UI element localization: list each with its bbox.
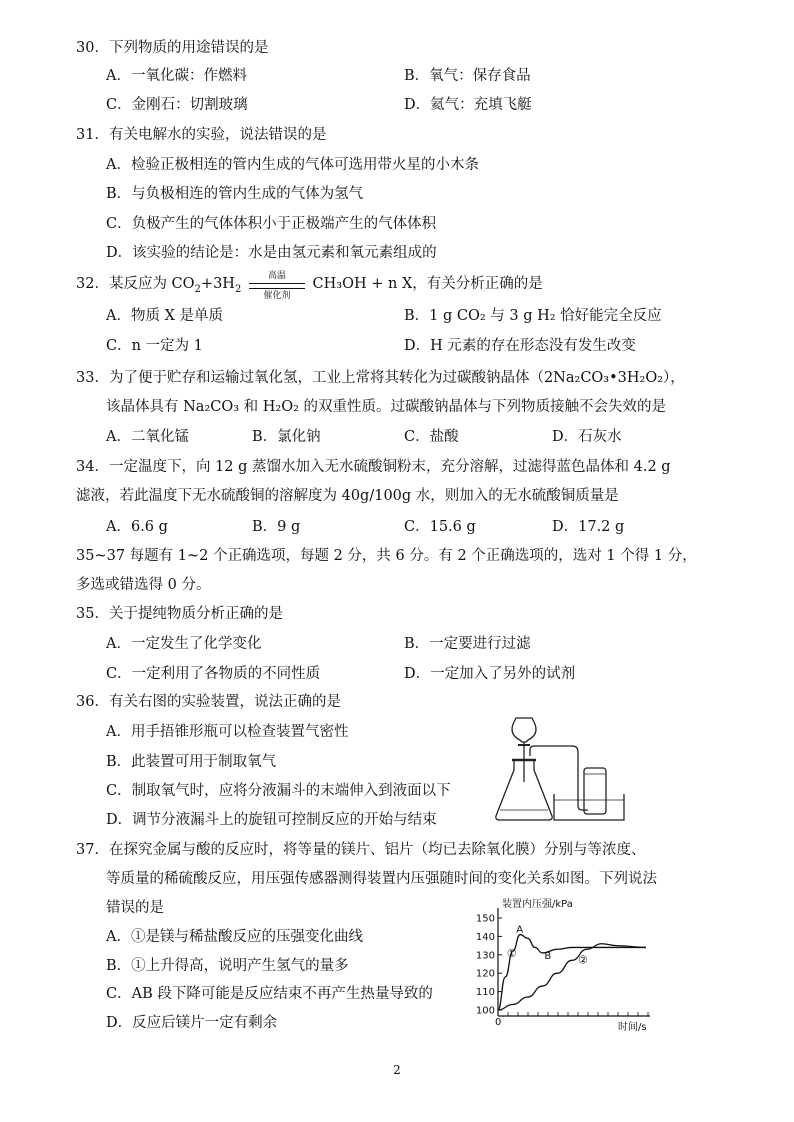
q34-stem-line1: 34．一定温度下，向 12 g 蒸馏水加入无水硫酸铜粉末，充分溶解，过滤得蓝色晶体和 4.2 g bbox=[76, 459, 671, 475]
q31-stem: 31．有关电解水的实验，说法错误的是 bbox=[76, 127, 327, 143]
q33-option-a: A．二氧化锰 bbox=[106, 429, 189, 445]
q31-option-d: D．该实验的结论是：水是由氢元素和氧元素组成的 bbox=[106, 245, 437, 261]
condition-bottom: 催化剂 bbox=[263, 291, 291, 301]
condition-top: 高温 bbox=[267, 271, 286, 281]
q37-option-d: D．反应后镁片一定有剩余 bbox=[106, 1015, 278, 1031]
q30-option-c: C．金刚石：切割玻璃 bbox=[106, 97, 248, 113]
q35-stem: 35．关于提纯物质分析正确的是 bbox=[76, 606, 283, 622]
q31-option-a: A．检验正极相连的管内生成的气体可选用带火星的小木条 bbox=[106, 157, 479, 173]
chart-series bbox=[498, 925, 646, 1010]
y-tick-label: 120 bbox=[475, 968, 495, 980]
y-tick-label: 150 bbox=[475, 913, 495, 925]
q33-option-c: C．盐酸 bbox=[404, 429, 459, 445]
q36-option-a: A．用手捂锥形瓶可以检查装置气密性 bbox=[106, 724, 349, 740]
series-label-2: ② bbox=[578, 953, 588, 967]
q30-stem: 30．下列物质的用途错误的是 bbox=[76, 40, 269, 56]
q33-option-b: B．氯化钠 bbox=[252, 429, 321, 445]
q37-stem-line3: 错误的是 bbox=[106, 900, 164, 916]
y-tick-label: 140 bbox=[475, 931, 495, 943]
q33-stem-line1: 33．为了便于贮存和运输过氧化氢，工业上常将其转化为过碳酸钠晶体（2Na₂CO₃•3H₂O₂）， bbox=[76, 370, 685, 386]
q36-option-b: B．此装置可用于制取氧气 bbox=[106, 754, 277, 770]
q32-stem-post: CH₃OH + n X，有关分析正确的是 bbox=[312, 276, 543, 292]
q37-option-a: A．①是镁与稀盐酸反应的压强变化曲线 bbox=[106, 929, 363, 945]
q35-option-d: D．一定加入了另外的试剂 bbox=[404, 666, 576, 682]
q37-stem-line1: 37．在探究金属与酸的反应时，将等量的镁片、铝片（均已去除氧化膜）分别与等浓度、 bbox=[76, 842, 646, 858]
series-line-2 bbox=[498, 944, 646, 1010]
y-tick-label: 100 bbox=[475, 1005, 495, 1017]
q33-option-d: D．石灰水 bbox=[552, 429, 622, 445]
q35-option-b: B．一定要进行过滤 bbox=[404, 636, 531, 652]
q32-option-a: A．物质 X 是单质 bbox=[106, 308, 224, 324]
q35-option-c: C．一定利用了各物质的不同性质 bbox=[106, 666, 321, 682]
series-label-1: ① bbox=[506, 947, 517, 961]
q37-option-b: B．①上升得高，说明产生氢气的量多 bbox=[106, 958, 349, 974]
q35-option-a: A．一定发生了化学变化 bbox=[106, 636, 262, 652]
y-tick-label: 110 bbox=[475, 987, 495, 999]
q31-option-b: B．与负极相连的管内生成的气体为氢气 bbox=[106, 186, 364, 202]
y-tick-label: 130 bbox=[475, 950, 495, 962]
q36-option-c: C．制取氧气时，应将分液漏斗的末端伸入到液面以下 bbox=[106, 783, 451, 799]
q34-option-d: D．17.2 g bbox=[552, 519, 625, 535]
chart-xlabel: 时间/s bbox=[618, 1022, 647, 1033]
q37-option-c: C．AB 段下降可能是反应结束不再产生热量导致的 bbox=[106, 986, 433, 1002]
q34-option-a: A．6.6 g bbox=[106, 519, 168, 535]
q30-option-b: B．氧气：保存食品 bbox=[404, 68, 531, 84]
q32-stem-mid: +3H bbox=[200, 276, 235, 292]
q32-stem-pre: 32．某反应为 CO bbox=[76, 276, 195, 292]
q32-option-c: C．n 一定为 1 bbox=[106, 338, 203, 354]
q36-stem: 36．有关右图的实验装置，说法正确的是 bbox=[76, 694, 341, 710]
chart-ticks bbox=[476, 914, 648, 1017]
separatory-funnel bbox=[512, 718, 536, 782]
delivery-tube bbox=[530, 746, 588, 810]
page-number: 2 bbox=[393, 1063, 401, 1077]
equals-sign bbox=[249, 283, 305, 289]
q31-option-c: C．负极产生的气体体积小于正极端产生的气体体积 bbox=[106, 216, 437, 232]
q34-option-c: C．15.6 g bbox=[404, 519, 476, 535]
q30-option-d: D．氦气：充填飞艇 bbox=[404, 97, 532, 113]
chart-ylabel: 装置内压强/kPa bbox=[502, 899, 573, 910]
pressure-time-chart bbox=[468, 896, 658, 1034]
q32-option-d: D．H 元素的存在形态没有发生改变 bbox=[404, 338, 636, 354]
q36-option-d: D．调节分液漏斗上的旋钮可控制反应的开始与结束 bbox=[106, 812, 437, 828]
gas-generation-apparatus-figure bbox=[488, 712, 628, 824]
q32-stem: 32．某反应为 $CO_2+3H_2$ 高温 催化剂 CH₃OH + n X，有关分析正确的是 bbox=[76, 271, 543, 301]
q32-option-b: B．1 g CO₂ 与 3 g H₂ 恰好能完全反应 bbox=[404, 308, 662, 324]
chart-origin-label: 0 bbox=[495, 1017, 502, 1028]
q37-stem-line2: 等质量的稀硫酸反应，用压强传感器测得装置内压强随时间的变化关系如图。下列说法 bbox=[106, 871, 657, 887]
water-trough bbox=[554, 794, 624, 820]
reaction-condition-arrow bbox=[249, 271, 305, 301]
q34-stem-line2: 滤液，若此温度下无水硫酸铜的溶解度为 40g/100g 水，则加入的无水硫酸铜质量是 bbox=[76, 488, 619, 504]
q30-option-a: A．一氧化碳：作燃料 bbox=[106, 68, 247, 84]
section-instruction-line2: 多选或错选得 0 分。 bbox=[76, 577, 211, 593]
annotation-B: B bbox=[544, 950, 552, 962]
q33-stem-line2: 该晶体具有 Na₂CO₃ 和 H₂O₂ 的双重性质。过碳酸钠晶体与下列物质接触不会失效的是 bbox=[106, 399, 667, 415]
q34-option-b: B．9 g bbox=[252, 519, 301, 535]
annotation-A: A bbox=[516, 924, 524, 936]
gas-collecting-bottle bbox=[584, 768, 606, 814]
section-instruction-line1: 35~37 每题有 1~2 个正确选项，每题 2 分，共 6 分。有 2 个正确选项的，选对 1 个得 1 分， bbox=[76, 548, 697, 564]
